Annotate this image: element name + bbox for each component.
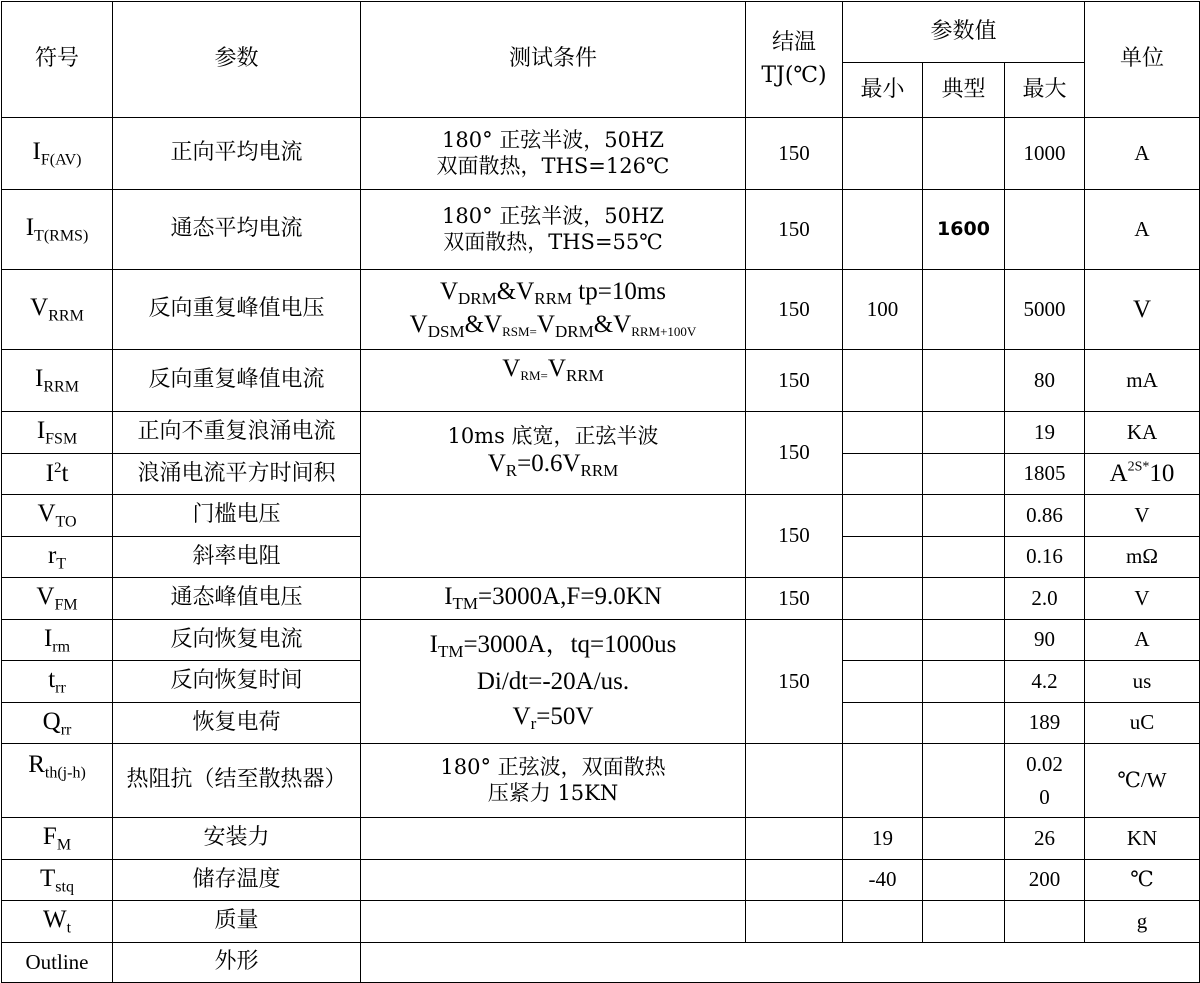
unit-cell: KA bbox=[1085, 412, 1200, 454]
max-cell: 200 bbox=[1005, 860, 1085, 901]
tj-cell: 150 bbox=[746, 495, 843, 578]
parameter-cell: 恢复电荷 bbox=[113, 703, 361, 744]
header-max: 最大 bbox=[1005, 63, 1085, 118]
parameter-cell: 热阻抗（结至散热器） bbox=[113, 744, 361, 818]
condition-cell: 10ms 底宽，正弦半波 $V_R=0.6V_{RRM}$ bbox=[361, 412, 746, 495]
condition-cell: $I_{TM}=3000A,F=9.0KN$ bbox=[361, 578, 746, 620]
max-cell: 80 bbox=[1005, 350, 1085, 412]
parameter-cell: 门槛电压 bbox=[113, 495, 361, 537]
min-cell: 19 bbox=[843, 818, 923, 860]
table-row bbox=[2, 270, 1200, 350]
tj-cell bbox=[746, 860, 843, 901]
symbol-cell: $r_T$ bbox=[2, 537, 113, 578]
condition-cell: 180° 正弦波，双面散热 压紧力 15KN bbox=[361, 744, 746, 818]
parameter-cell: 反向重复峰值电流 bbox=[113, 350, 361, 412]
table-row bbox=[2, 350, 1200, 412]
header-unit: 单位 bbox=[1085, 2, 1200, 118]
typ-cell bbox=[923, 860, 1005, 901]
symbol-cell: $I^2t$ bbox=[2, 454, 113, 495]
tj-cell: 150 bbox=[746, 190, 843, 270]
symbol-cell: $I_{RRM}$ bbox=[2, 350, 113, 412]
parameter-cell: 正向不重复浪涌电流 bbox=[113, 412, 361, 454]
min-cell bbox=[843, 412, 923, 454]
table-row bbox=[2, 190, 1200, 270]
typ-cell bbox=[923, 901, 1005, 943]
typ-cell bbox=[923, 537, 1005, 578]
unit-cell: ℃/W bbox=[1085, 744, 1200, 818]
unit-cell: mΩ bbox=[1085, 537, 1200, 578]
max-cell: 4.2 bbox=[1005, 661, 1085, 703]
header-tj-line1: 结温 bbox=[771, 30, 816, 56]
max-cell: 5000 bbox=[1005, 270, 1085, 350]
max-cell: 26 bbox=[1005, 818, 1085, 860]
typ-cell bbox=[923, 412, 1005, 454]
condition-cell: 180° 正弦半波，50HZ 双面散热，THS=126℃ bbox=[361, 118, 746, 190]
unit-cell: V bbox=[1085, 578, 1200, 620]
max-cell: 1805 bbox=[1005, 454, 1085, 495]
header-row bbox=[2, 2, 1200, 63]
symbol-cell: $V_{TO}$ bbox=[2, 495, 113, 537]
table-row bbox=[2, 578, 1200, 620]
min-cell bbox=[843, 744, 923, 818]
tj-cell bbox=[746, 901, 843, 943]
typ-cell bbox=[923, 578, 1005, 620]
typ-cell bbox=[923, 818, 1005, 860]
header-condition: 测试条件 bbox=[361, 2, 746, 118]
symbol-cell: $R_{th(j-h)}$ bbox=[2, 744, 113, 818]
header-tj-line2: TJ(℃) bbox=[761, 62, 827, 88]
unit-cell: us bbox=[1085, 661, 1200, 703]
table-row bbox=[2, 118, 1200, 190]
max-cell: 1000 bbox=[1005, 118, 1085, 190]
header-junction-temp bbox=[746, 2, 843, 118]
table-row bbox=[2, 412, 1200, 454]
parameter-cell: 反向恢复电流 bbox=[113, 620, 361, 661]
min-cell bbox=[843, 661, 923, 703]
spec-table bbox=[1, 1, 1200, 983]
header-values-group: 参数值 bbox=[843, 2, 1085, 63]
table-row bbox=[2, 901, 1200, 943]
max-cell: 189 bbox=[1005, 703, 1085, 744]
unit-cell: A bbox=[1085, 620, 1200, 661]
symbol-cell: $I_{rm}$ bbox=[2, 620, 113, 661]
tj-cell: 150 bbox=[746, 350, 843, 412]
tj-cell: 150 bbox=[746, 118, 843, 190]
tj-cell bbox=[746, 744, 843, 818]
typ-cell bbox=[923, 270, 1005, 350]
typ-cell bbox=[923, 118, 1005, 190]
condition-cell bbox=[361, 495, 746, 578]
typ-cell bbox=[923, 661, 1005, 703]
unit-cell: V bbox=[1085, 495, 1200, 537]
min-cell bbox=[843, 190, 923, 270]
table-row bbox=[2, 495, 1200, 537]
table-row bbox=[2, 860, 1200, 901]
symbol-cell: $I_{FSM}$ bbox=[2, 412, 113, 454]
unit-cell: KN bbox=[1085, 818, 1200, 860]
symbol-cell: $t_{rr}$ bbox=[2, 661, 113, 703]
min-cell bbox=[843, 620, 923, 661]
parameter-cell: 安装力 bbox=[113, 818, 361, 860]
symbol-cell: $W_t$ bbox=[2, 901, 113, 943]
unit-cell: $A^{2S*}10$ bbox=[1085, 454, 1200, 495]
max-cell bbox=[1005, 190, 1085, 270]
condition-cell: $VRM=V_{RRM}$ bbox=[361, 350, 746, 412]
min-cell: 100 bbox=[843, 270, 923, 350]
condition-cell: $I_{TM}=3000A$，tq=1000us Di/dt=-20A/us. $V_r=50V$ bbox=[361, 620, 746, 744]
tj-cell bbox=[746, 818, 843, 860]
min-cell bbox=[843, 350, 923, 412]
condition-cell bbox=[361, 901, 746, 943]
symbol-cell: Outline bbox=[2, 943, 113, 983]
condition-cell bbox=[361, 818, 746, 860]
typ-cell bbox=[923, 495, 1005, 537]
header-symbol: 符号 bbox=[2, 2, 113, 118]
parameter-cell: 斜率电阻 bbox=[113, 537, 361, 578]
parameter-cell: 质量 bbox=[113, 901, 361, 943]
min-cell bbox=[843, 454, 923, 495]
typ-cell bbox=[923, 703, 1005, 744]
symbol-cell: $I_{T(RMS)}$ bbox=[2, 190, 113, 270]
symbol-cell: $I_{F(AV)}$ bbox=[2, 118, 113, 190]
typ-cell: 1600 bbox=[923, 190, 1005, 270]
parameter-cell: 通态峰值电压 bbox=[113, 578, 361, 620]
parameter-cell: 正向平均电流 bbox=[113, 118, 361, 190]
max-cell: 0.86 bbox=[1005, 495, 1085, 537]
table-row bbox=[2, 744, 1200, 818]
table-row bbox=[2, 620, 1200, 661]
max-cell: 90 bbox=[1005, 620, 1085, 661]
condition-cell: 180° 正弦半波，50HZ 双面散热，THS=55℃ bbox=[361, 190, 746, 270]
min-cell bbox=[843, 118, 923, 190]
header-parameter: 参数 bbox=[113, 2, 361, 118]
table-row bbox=[2, 818, 1200, 860]
condition-cell bbox=[361, 860, 746, 901]
parameter-cell: 浪涌电流平方时间积 bbox=[113, 454, 361, 495]
unit-cell: uC bbox=[1085, 703, 1200, 744]
parameter-cell: 反向重复峰值电压 bbox=[113, 270, 361, 350]
symbol-cell: $Q_{rr}$ bbox=[2, 703, 113, 744]
parameter-cell: 外形 bbox=[113, 943, 361, 983]
unit-cell: V bbox=[1085, 270, 1200, 350]
min-cell: -40 bbox=[843, 860, 923, 901]
unit-cell: g bbox=[1085, 901, 1200, 943]
header-typ: 典型 bbox=[923, 63, 1005, 118]
typ-cell bbox=[923, 620, 1005, 661]
header-min: 最小 bbox=[843, 63, 923, 118]
max-cell: 0.020 bbox=[1005, 744, 1085, 818]
symbol-cell: $V_{FM}$ bbox=[2, 578, 113, 620]
min-cell bbox=[843, 495, 923, 537]
min-cell bbox=[843, 901, 923, 943]
tj-cell: 150 bbox=[746, 412, 843, 495]
parameter-cell: 通态平均电流 bbox=[113, 190, 361, 270]
symbol-cell: $V_{RRM}$ bbox=[2, 270, 113, 350]
max-cell bbox=[1005, 901, 1085, 943]
parameter-cell: 储存温度 bbox=[113, 860, 361, 901]
symbol-cell: $T_{stq}$ bbox=[2, 860, 113, 901]
max-cell: 0.16 bbox=[1005, 537, 1085, 578]
min-cell bbox=[843, 537, 923, 578]
max-cell: 2.0 bbox=[1005, 578, 1085, 620]
unit-cell: A bbox=[1085, 190, 1200, 270]
tj-cell: 150 bbox=[746, 270, 843, 350]
typ-cell bbox=[923, 744, 1005, 818]
unit-cell: mA bbox=[1085, 350, 1200, 412]
min-cell bbox=[843, 703, 923, 744]
tj-cell: 150 bbox=[746, 620, 843, 744]
symbol-cell: $F_M$ bbox=[2, 818, 113, 860]
condition-cell: $V_{DRM}\&V_{RRM}$ tp=10ms $V_{DSM}\&VRSM=V_{DRM}\&VRRM+100V$ bbox=[361, 270, 746, 350]
typ-cell bbox=[923, 350, 1005, 412]
unit-cell: A bbox=[1085, 118, 1200, 190]
tj-cell: 150 bbox=[746, 578, 843, 620]
typ-cell bbox=[923, 454, 1005, 495]
unit-cell: ℃ bbox=[1085, 860, 1200, 901]
parameter-cell: 反向恢复时间 bbox=[113, 661, 361, 703]
max-cell: 19 bbox=[1005, 412, 1085, 454]
min-cell bbox=[843, 578, 923, 620]
